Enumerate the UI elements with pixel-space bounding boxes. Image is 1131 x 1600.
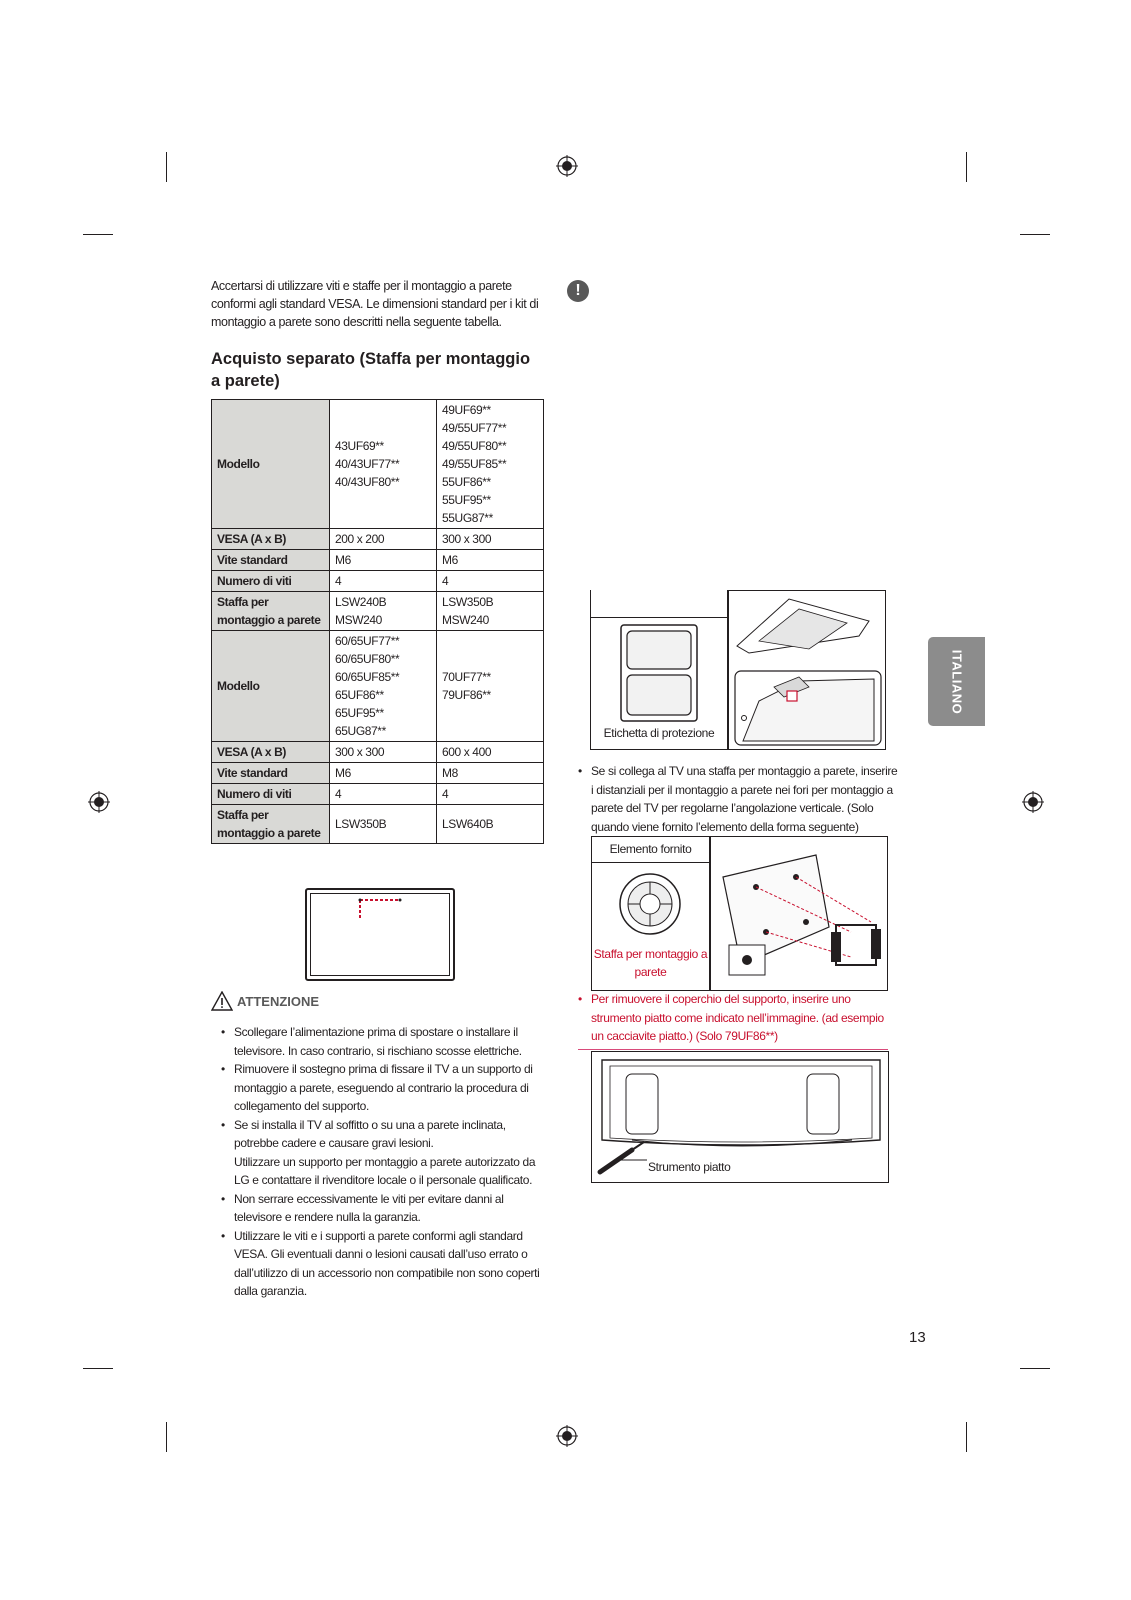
table-cell: 4: [437, 571, 544, 592]
list-item: • Per rimuovere il coperchio del supporto, inserire uno strumento piatto come indicato nell’immagine. (ad esempio un cacciavite piatto.) (Solo 79UF86**): [578, 990, 898, 1046]
tool-label: Strumento piatto: [648, 1160, 731, 1174]
crop-mark: [166, 152, 167, 182]
registration-mark-icon: [88, 791, 110, 813]
table-cell: 43UF69** 40/43UF77** 40/43UF80**: [330, 400, 437, 529]
bracket-mounting-figure: [710, 836, 888, 991]
table-cell: LSW640B: [437, 805, 544, 844]
protection-label-caption: Etichetta di protezione: [603, 726, 715, 740]
crop-mark: [1020, 1368, 1050, 1369]
table-header-cell: Vite standard: [212, 550, 330, 571]
section-title: Acquisto separato (Staffa per montaggio a parete): [211, 350, 531, 390]
list-item: • Utilizzare le viti e i supporti a parete conformi agli standard VESA. Gli eventuali danni o lesioni causati dall’uso errato o dall’utilizzo di un accessorio non compatibile non sono coperti dalla garanzia.: [221, 1227, 551, 1301]
protection-label-icon: [591, 617, 729, 725]
list-item: • Se si collega al TV una staffa per montaggio a parete, inserire i distanziali per il montaggio a parete nei fori per montaggio a parete del TV per regolarne l’angolazione verticale. (Solo quando viene fornito l’elemento della forma seguente): [578, 762, 898, 836]
list-item: • Non serrare eccessivamente le viti per evitare danni al televisore e rendere nulla la garanzia.: [221, 1190, 551, 1227]
table-row: [212, 784, 544, 805]
table-cell: 49UF69** 49/55UF77** 49/55UF80** 49/55UF85** 55UF86** 55UF95** 55UG87**: [437, 400, 544, 529]
table-cell: LSW350B: [330, 805, 437, 844]
table-row: [212, 592, 544, 631]
list-item: • Scollegare l’alimentazione prima di spostare o installare il televisore. In caso contrario, si rischiano scosse elettriche.: [221, 1023, 551, 1060]
table-cell: 300 x 300: [330, 742, 437, 763]
table-header-cell: Vite standard: [212, 763, 330, 784]
tv-back-illustration-icon: [729, 591, 887, 751]
table-row: [212, 763, 544, 784]
list-item: • Se si installa il TV al soffitto o su una a parete inclinata, potrebbe cadere e causare gravi lesioni. Utilizzare un supporto per montaggio a parete autorizzato da LG e contattare il rivenditore locale o il personale qualificato.: [221, 1116, 551, 1190]
table-cell: LSW350B MSW240: [437, 592, 544, 631]
page-number: 13: [909, 1329, 926, 1346]
language-tab: ITALIANO: [928, 637, 985, 726]
table-row: [212, 400, 544, 529]
table-row: [212, 742, 544, 763]
registration-mark-icon: [556, 155, 578, 177]
crop-mark: [966, 152, 967, 182]
crop-mark: [1020, 234, 1050, 235]
table-cell: M6: [330, 550, 437, 571]
table-cell: 70UF77** 79UF86**: [437, 631, 544, 742]
crop-mark: [966, 1422, 967, 1452]
caution-list: [221, 1023, 551, 1301]
table-header-cell: VESA (A x B): [212, 529, 330, 550]
wall-spacer-icon: [592, 864, 711, 944]
table-header-cell: Numero di viti: [212, 571, 330, 592]
warning-triangle-icon: [211, 991, 233, 1011]
table-cell: 4: [437, 784, 544, 805]
supplied-item-label: Elemento fornito: [591, 836, 710, 863]
caution-title: ATTENZIONE: [237, 993, 320, 1009]
table-row: [212, 550, 544, 571]
crop-mark: [83, 234, 113, 235]
table-header-cell: Numero di viti: [212, 784, 330, 805]
table-cell: 200 x 200: [330, 529, 437, 550]
registration-mark-icon: [556, 1425, 578, 1447]
tv-back-figure: [728, 590, 886, 750]
crop-mark: [166, 1422, 167, 1452]
table-row: [212, 805, 544, 844]
table-cell: M6: [330, 763, 437, 784]
table-cell: M8: [437, 763, 544, 784]
list-item: • Rimuovere il sostegno prima di fissare il TV a un supporto di montaggio a parete, eseguendo al contrario la procedura di collegamento del supporto.: [221, 1060, 551, 1116]
caution-heading: [211, 991, 319, 1011]
divider: [578, 1049, 888, 1050]
table-cell: M6: [437, 550, 544, 571]
intro-paragraph: Accertarsi di utilizzare viti e staffe per il montaggio a parete conformi agli standard VESA. Le dimensioni standard per i kit di montaggio a parete sono descritti nella seguente tabella.: [211, 279, 539, 329]
table-cell: 600 x 400: [437, 742, 544, 763]
cover-note-list: [578, 990, 898, 1046]
divider: [590, 617, 728, 618]
table-header-cell: Staffa per montaggio a parete: [212, 592, 330, 631]
table-cell: LSW240B MSW240: [330, 592, 437, 631]
table-header-cell: VESA (A x B): [212, 742, 330, 763]
table-row: [212, 529, 544, 550]
table-row: [212, 571, 544, 592]
vesa-spec-table: [211, 399, 544, 844]
table-cell: 300 x 300: [437, 529, 544, 550]
table-row: [212, 631, 544, 742]
vesa-dimension-diagram: [305, 888, 455, 981]
bracket-mounting-illustration-icon: [711, 837, 889, 992]
table-header-cell: Staffa per montaggio a parete: [212, 805, 330, 844]
note-icon: !: [567, 280, 589, 302]
stand-cover-figure: [591, 1051, 889, 1183]
spacer-note-list: [578, 762, 898, 836]
table-cell: 4: [330, 784, 437, 805]
bracket-caption: Staffa per montaggio a parete: [593, 947, 708, 979]
crop-mark: [83, 1368, 113, 1369]
table-cell: 60/65UF77** 60/65UF80** 60/65UF85** 65UF86** 65UF95** 65UG87**: [330, 631, 437, 742]
table-header-cell: Modello: [212, 631, 330, 742]
table-cell: 4: [330, 571, 437, 592]
vesa-dimension-arrows-icon: [307, 890, 457, 983]
table-header-cell: Modello: [212, 400, 330, 529]
registration-mark-icon: [1022, 791, 1044, 813]
stand-cover-illustration-icon: [592, 1052, 890, 1184]
